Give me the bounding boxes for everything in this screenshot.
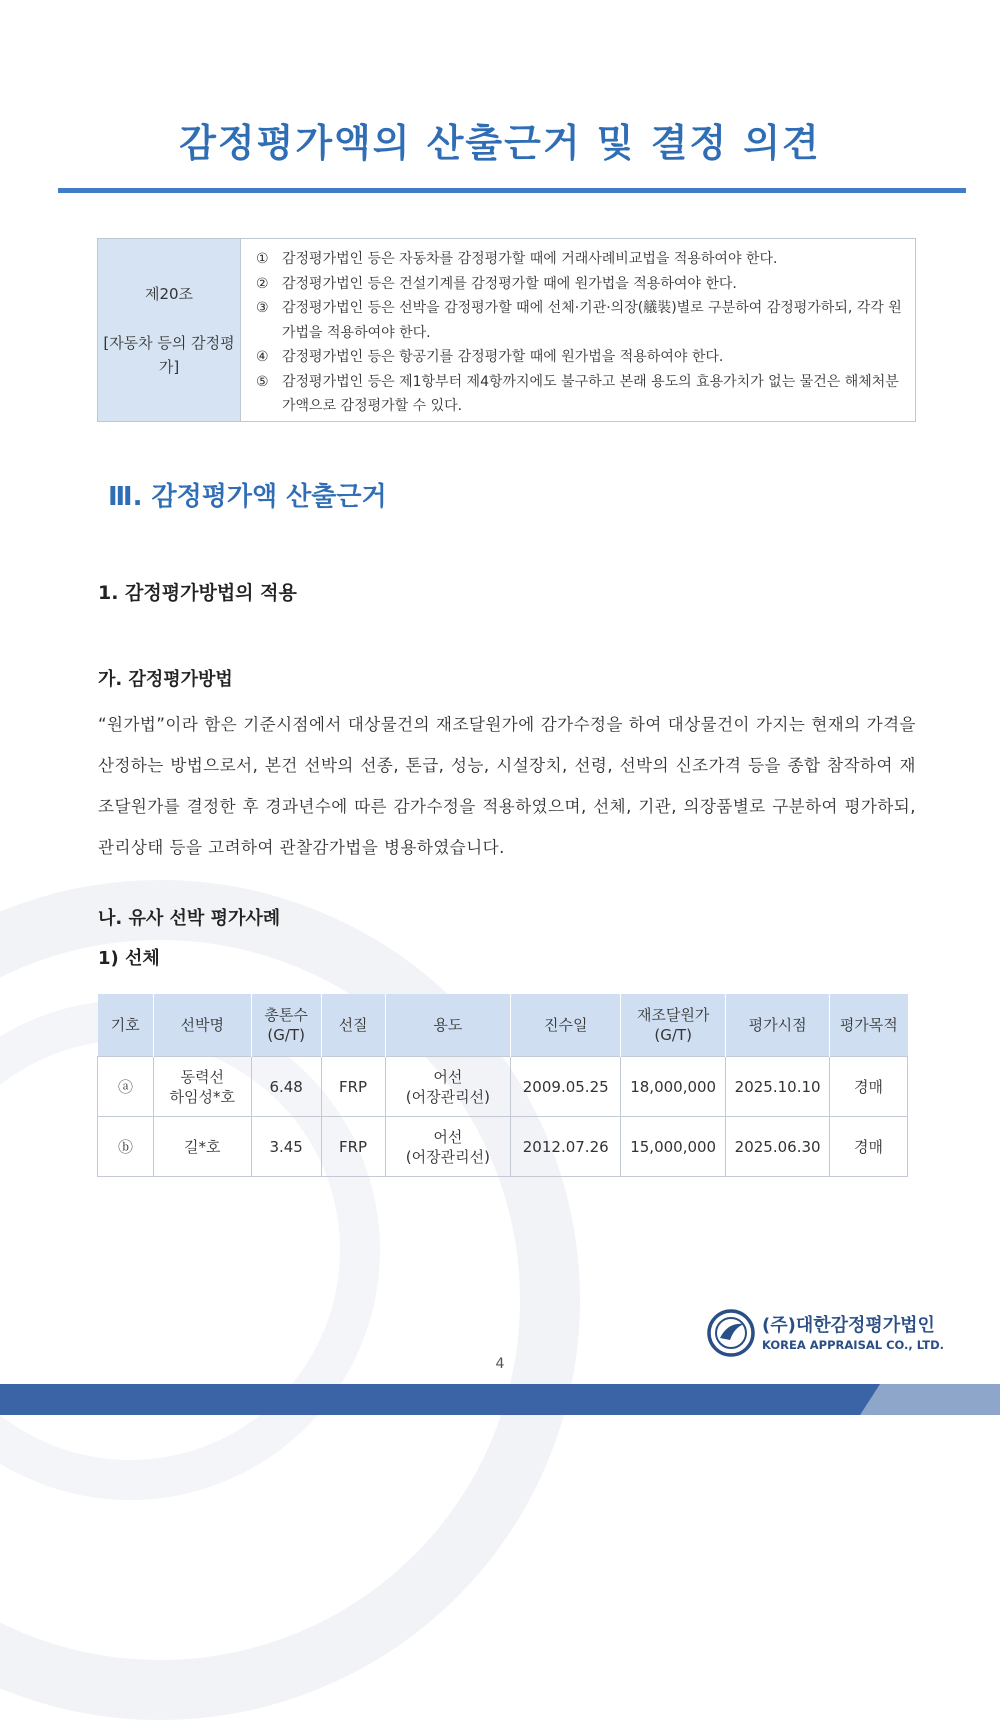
page-number: 4 bbox=[495, 1356, 505, 1372]
law-article-box bbox=[97, 238, 916, 422]
table-cell: 2025.10.10 bbox=[726, 1057, 830, 1117]
law-article-name: [자동차 등의 감정평가] bbox=[103, 334, 235, 376]
company-emblem-icon bbox=[706, 1308, 756, 1358]
section-heading: Ⅲ. 감정평가액 산출근거 bbox=[108, 482, 387, 512]
table-header-cell: 평가목적 bbox=[830, 994, 908, 1057]
table-cell: 2025.06.30 bbox=[726, 1117, 830, 1177]
law-item-text: 감정평가법인 등은 선박을 감정평가할 때에 선체·기관·의장(艤裝)별로 구분하여 감정평가하되, 각각 원가법을 적용하여야 한다. bbox=[282, 300, 902, 341]
title-divider bbox=[58, 188, 966, 193]
law-item bbox=[256, 296, 906, 345]
law-item-text: 감정평가법인 등은 항공기를 감정평가할 때에 원가법을 적용하여야 한다. bbox=[282, 349, 724, 365]
table-header-cell: 총톤수 (G/T) bbox=[251, 994, 321, 1057]
company-logo bbox=[706, 1306, 946, 1362]
law-item-text: 감정평가법인 등은 자동차를 감정평가할 때에 거래사례비교법을 적용하여야 한다. bbox=[282, 251, 778, 267]
law-item-mark: ① bbox=[256, 251, 269, 267]
table-header-cell: 선박명 bbox=[153, 994, 251, 1057]
similar-ship-table bbox=[97, 994, 908, 1177]
company-name: (주)대한감정평가법인 bbox=[762, 1315, 935, 1336]
method-paragraph: “원가법”이라 함은 기준시점에서 대상물건의 재조달원가에 감가수정을 하여 대상물건이 가지는 현재의 가격을 산정하는 방법으로서, 본건 선박의 선종, 톤급, 성능, 시설장치, 선령, 선박의 신조가격 등을 종합 참작하여 재조달원가를 결정한 후 경과년수에 따른 감가수정을 적용하였으며, 선체, 기관, 의장품별로 구분하여 평가하되, 관리상태 등을 고려하여 관찰감가법을 병용하였습니다. bbox=[98, 715, 916, 857]
table-header-row bbox=[98, 994, 908, 1057]
table-cell: FRP bbox=[321, 1057, 385, 1117]
table-cell: 15,000,000 bbox=[621, 1117, 726, 1177]
law-item-mark: ⑤ bbox=[256, 373, 269, 390]
table-header-cell: 기호 bbox=[98, 994, 154, 1057]
law-item bbox=[256, 370, 906, 419]
table-header-cell: 평가시점 bbox=[726, 994, 830, 1057]
table-cell: 경매 bbox=[830, 1057, 908, 1117]
law-item-mark: ④ bbox=[256, 349, 269, 365]
law-item-text: 감정평가법인 등은 건설기계를 감정평가할 때에 원가법을 적용하여야 한다. bbox=[282, 275, 737, 292]
table-cell: 경매 bbox=[830, 1117, 908, 1177]
page-title: 감정평가액의 산출근거 및 결정 의견 bbox=[179, 121, 821, 165]
law-article-label-cell bbox=[98, 239, 241, 421]
table-cell: 18,000,000 bbox=[621, 1057, 726, 1117]
law-article-number: 제20조 bbox=[144, 285, 194, 303]
table-header-cell: 진수일 bbox=[511, 994, 621, 1057]
subsection-heading-similar-cases: 나. 유사 선박 평가사례 bbox=[98, 908, 281, 929]
table-cell: 6.48 bbox=[251, 1057, 321, 1117]
subsection-heading-hull: 1) 선체 bbox=[98, 948, 160, 969]
footer-bar bbox=[0, 1384, 1000, 1415]
table-cell: 길*호 bbox=[153, 1117, 251, 1177]
table-cell: ⓐ bbox=[98, 1057, 154, 1117]
company-english-name: KOREA APPRAISAL CO., LTD. bbox=[762, 1338, 944, 1352]
table-cell: 동력선 하임성*호 bbox=[153, 1057, 251, 1117]
law-item bbox=[256, 247, 906, 272]
table-row bbox=[98, 1117, 908, 1177]
subsection-heading-appraisal-method: 가. 감정평가방법 bbox=[98, 669, 233, 690]
law-item-text: 감정평가법인 등은 제1항부터 제4항까지에도 불구하고 본래 용도의 효용가치가 없는 물건은 해체처분가액으로 감정평가할 수 있다. bbox=[282, 373, 899, 414]
table-cell: 2012.07.26 bbox=[511, 1117, 621, 1177]
table-cell: 2009.05.25 bbox=[511, 1057, 621, 1117]
subsection-heading-method-application: 1. 감정평가방법의 적용 bbox=[98, 582, 297, 604]
table-cell: 어선 (어장관리선) bbox=[385, 1057, 511, 1117]
law-item bbox=[256, 272, 906, 297]
law-item-mark: ③ bbox=[256, 300, 269, 316]
law-item bbox=[256, 345, 906, 370]
table-row bbox=[98, 1057, 908, 1117]
law-article-items bbox=[256, 247, 906, 419]
table-header-cell: 재조달원가 (G/T) bbox=[621, 994, 726, 1057]
table-cell: FRP bbox=[321, 1117, 385, 1177]
table-header-cell: 선질 bbox=[321, 994, 385, 1057]
table-cell: ⓑ bbox=[98, 1117, 154, 1177]
table-header-cell: 용도 bbox=[385, 994, 511, 1057]
law-item-mark: ② bbox=[256, 275, 269, 292]
table-cell: 3.45 bbox=[251, 1117, 321, 1177]
table-cell: 어선 (어장관리선) bbox=[385, 1117, 511, 1177]
